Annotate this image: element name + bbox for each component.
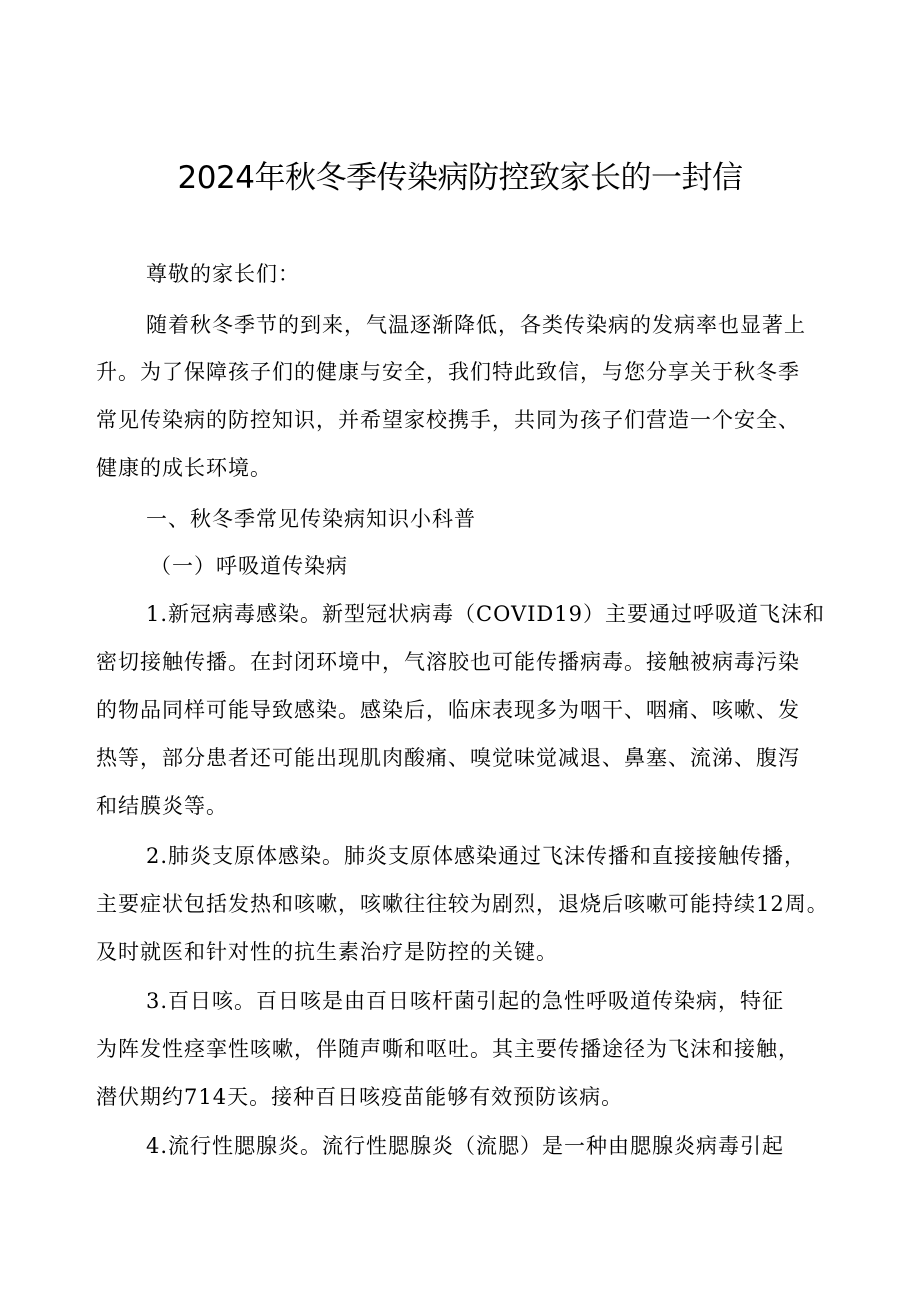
intro-line: 健康的成长环境。 <box>96 456 272 480</box>
item4-line: 4.流行性腮腺炎。流行性腮腺炎（流腮）是一种由腮腺炎病毒引起 <box>146 1134 785 1158</box>
intro-line: 随着秋冬季节的到来，气温逐渐降低，各类传染病的发病率也显著上 <box>146 313 806 337</box>
item1-line: 密切接触传播。在封闭环境中，气溶胶也可能传播病毒。接触被病毒污染 <box>96 650 800 674</box>
item3-line: 3.百日咳。百日咳是由百日咳杆菌引起的急性呼吸道传染病，特征 <box>146 989 785 1013</box>
subsection-heading: （一）呼吸道传染病 <box>150 554 348 578</box>
item1-line: 的物品同样可能导致感染。感染后，临床表现多为咽干、咽痛、咳嗽、发 <box>96 698 800 722</box>
item1-line: 热等，部分患者还可能出现肌肉酸痛、嗅觉味觉减退、鼻塞、流涕、腹泻 <box>96 746 800 770</box>
item2-line: 及时就医和针对性的抗生素治疗是防控的关键。 <box>96 940 558 964</box>
document-title: 2024年秋冬季传染病防控致家长的一封信 <box>177 160 743 196</box>
item3-line: 为阵发性痉挛性咳嗽，伴随声嘶和呕吐。其主要传播途径为飞沫和接触， <box>96 1037 800 1061</box>
section-heading: 一、秋冬季常见传染病知识小科普 <box>146 507 476 531</box>
greeting: 尊敬的家长们： <box>146 262 300 286</box>
intro-line: 升。为了保障孩子们的健康与安全，我们特此致信，与您分享关于秋冬季 <box>96 360 800 384</box>
item1-line: 和结膜炎等。 <box>96 794 228 818</box>
item1-line: 1.新冠病毒感染。新型冠状病毒（COVID19）主要通过呼吸道飞沫和 <box>146 602 825 626</box>
item2-line: 2.肺炎支原体感染。肺炎支原体感染通过飞沫传播和直接接触传播， <box>146 844 807 868</box>
item3-line: 潜伏期约714天。接种百日咳疫苗能够有效预防该病。 <box>96 1085 624 1109</box>
item2-line: 主要症状包括发热和咳嗽，咳嗽往往较为剧烈，退烧后咳嗽可能持续12周。 <box>96 892 829 916</box>
intro-line: 常见传染病的防控知识，并希望家校携手，共同为孩子们营造一个安全、 <box>96 408 800 432</box>
